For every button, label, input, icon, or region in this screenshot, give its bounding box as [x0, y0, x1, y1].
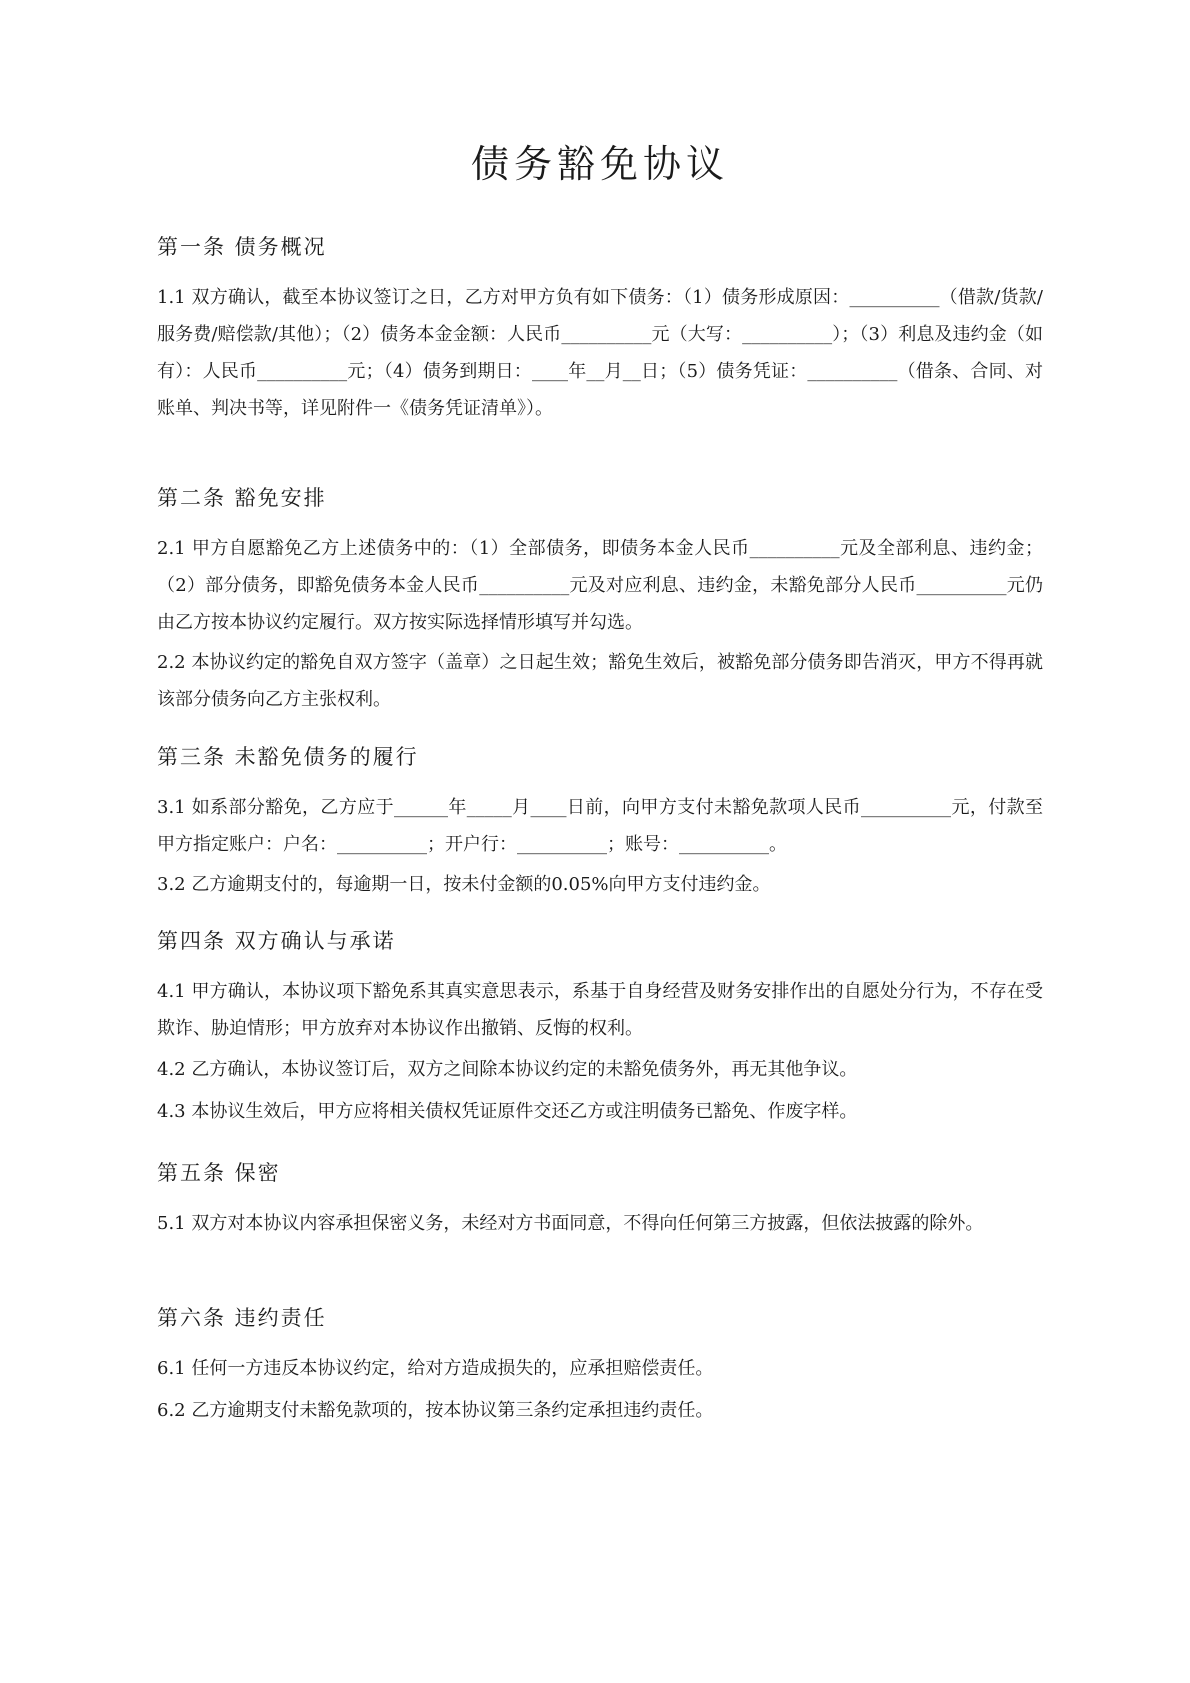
section-heading-1: 第一条 债务概况	[157, 235, 327, 259]
clause-3-2: 3.2 乙方逾期支付的，每逾期一日，按未付金额的0.05%向甲方支付违约金。	[157, 874, 771, 895]
clause-5-1: 5.1 双方对本协议内容承担保密义务，未经对方书面同意，不得向任何第三方披露，但依法披露的除外。	[157, 1213, 984, 1234]
clause-1-1: 1.1 双方确认，截至本协议签订之日，乙方对甲方负有如下债务：（1）债务形成原因：__________（借款/货款/服务费/赔偿款/其他）；（2）债务本金金额：人民币__________元（大写：__________）；（3）利息及违约金（如有）：人民币__________元；（4）债务到期日：____年__月__日；（5）债务凭证：__________（借条、合同、对账单、判决书等，详见附件一《债务凭证清单》）。	[157, 287, 1043, 419]
clause-2-1: 2.1 甲方自愿豁免乙方上述债务中的：（1）全部债务，即债务本金人民币__________元及全部利息、违约金；（2）部分债务，即豁免债务本金人民币__________元及对应利息、违约金，未豁免部分人民币__________元仍由乙方按本协议约定履行。双方按实际选择情形填写并勾选。	[157, 538, 1043, 633]
section-heading-3: 第三条 未豁免债务的履行	[157, 745, 419, 769]
section-heading-6: 第六条 违约责任	[157, 1306, 327, 1330]
clause-4-2: 4.2 乙方确认，本协议签订后，双方之间除本协议约定的未豁免债务外，再无其他争议。	[157, 1059, 858, 1080]
section-heading-4: 第四条 双方确认与承诺	[157, 929, 396, 953]
section-heading-2: 第二条 豁免安排	[157, 486, 327, 510]
clause-4-3: 4.3 本协议生效后，甲方应将相关债权凭证原件交还乙方或注明债务已豁免、作废字样。	[157, 1101, 858, 1122]
clause-6-2: 6.2 乙方逾期支付未豁免款项的，按本协议第三条约定承担违约责任。	[157, 1400, 714, 1421]
clause-6-1: 6.1 任何一方违反本协议约定，给对方造成损失的，应承担赔偿责任。	[157, 1358, 714, 1379]
document-title: 债务豁免协议	[470, 142, 729, 186]
clause-3-1: 3.1 如系部分豁免，乙方应于______年_____月____日前，向甲方支付未豁免款项人民币__________元，付款至甲方指定账户：户名：__________；开户行：__________；账号：__________。	[157, 797, 1043, 855]
section-heading-5: 第五条 保密	[157, 1161, 281, 1185]
clause-4-1: 4.1 甲方确认，本协议项下豁免系其真实意思表示，系基于自身经营及财务安排作出的自愿处分行为，不存在受欺诈、胁迫情形；甲方放弃对本协议作出撤销、反悔的权利。	[157, 981, 1043, 1039]
clause-2-2: 2.2 本协议约定的豁免自双方签字（盖章）之日起生效；豁免生效后，被豁免部分债务即告消灭，甲方不得再就该部分债务向乙方主张权利。	[157, 652, 1043, 710]
